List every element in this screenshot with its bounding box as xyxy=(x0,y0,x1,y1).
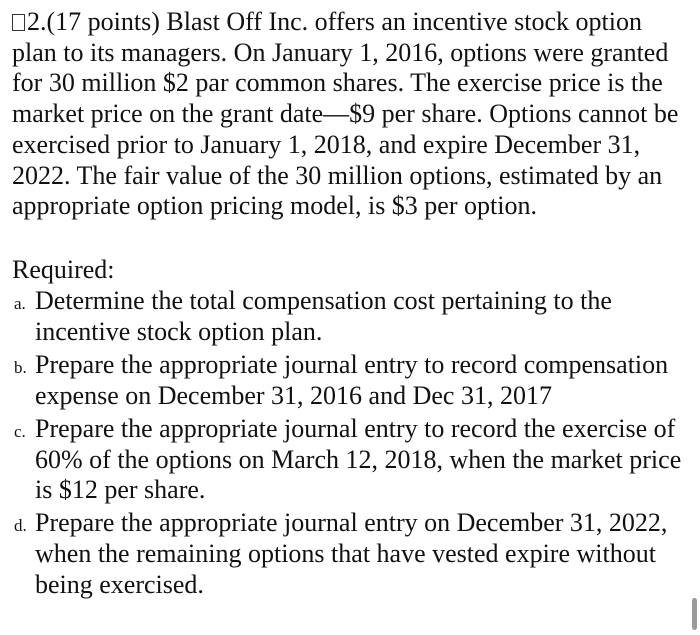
requirement-text: Determine the total compensation cost pertaining to the incentive stock option plan. xyxy=(35,286,612,346)
requirement-a xyxy=(14,286,684,347)
requirement-text: Prepare the appropriate journal entry to record the exercise of 60% of the options on March 12, 2018, when the market price is $12 per share. xyxy=(35,413,682,505)
requirement-text: Prepare the appropriate journal entry on December 31, 2022, when the remaining options that have vested expire without being exercised. xyxy=(35,508,668,599)
requirement-b xyxy=(14,350,684,411)
checkbox-icon[interactable] xyxy=(12,14,25,31)
problem-statement xyxy=(12,7,692,222)
requirement-marker: c. xyxy=(14,421,26,441)
problem-text: 2.(17 points) Blast Off Inc. offers an incentive stock option plan to its managers. On January 1, 2016, options were granted for 30 million $2 par common shares. The exercise price is the market price on the grant date—$9 per share. Options cannot be exercised prior to January 1, 2018, and expire December 31, 2022. The fair value of the 30 million options, estimated by an appropriate option pricing model, is $3 per option. xyxy=(12,7,679,221)
vertical-scrollbar[interactable] xyxy=(692,598,697,630)
requirement-d xyxy=(14,508,684,600)
requirement-marker: a. xyxy=(14,294,26,313)
requirement-marker: d. xyxy=(14,516,27,536)
requirement-marker: b. xyxy=(14,357,27,377)
requirement-c xyxy=(14,414,684,506)
requirement-text: Prepare the appropriate journal entry to record compensation expense on December 31, 2016 and Dec 31, 2017 xyxy=(35,349,669,410)
required-heading: Required: xyxy=(12,255,115,284)
requirements-list xyxy=(14,286,684,603)
